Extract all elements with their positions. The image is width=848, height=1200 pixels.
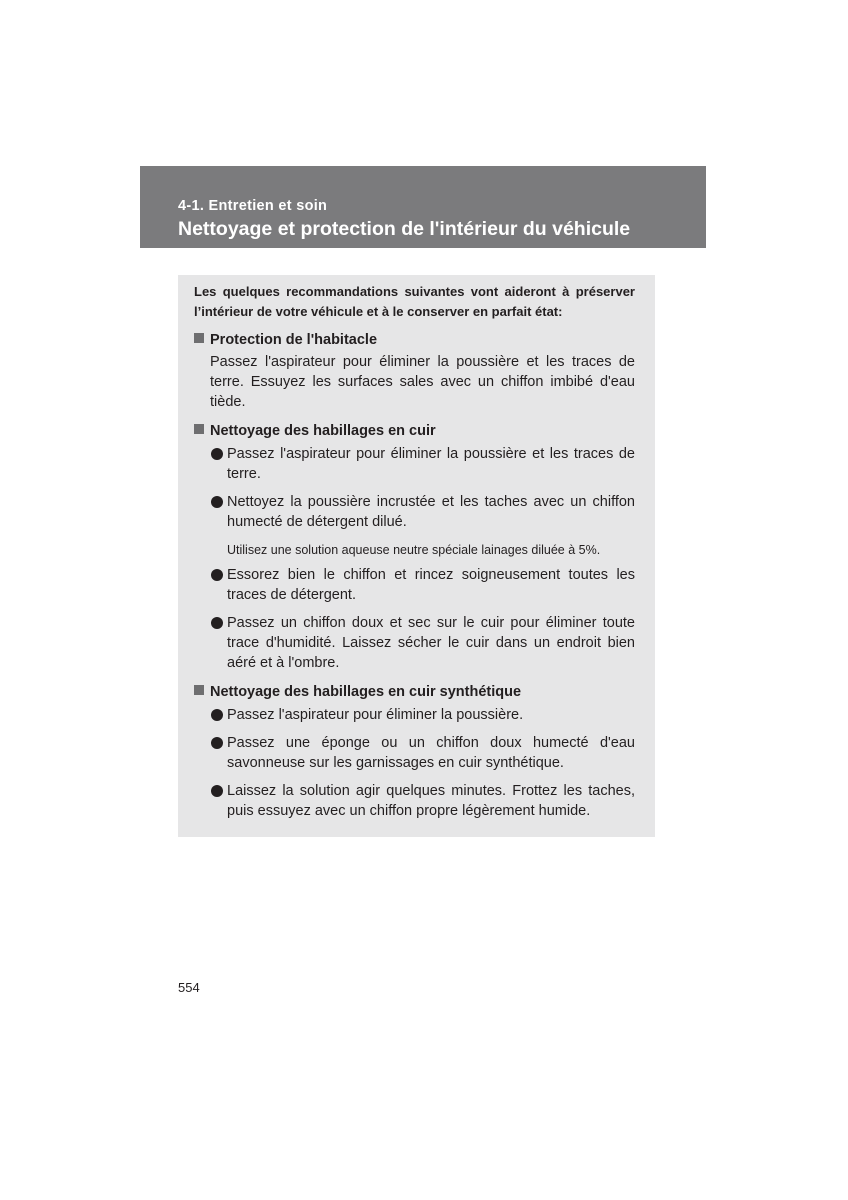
bullet-dot-icon — [211, 448, 223, 460]
list-item — [210, 613, 635, 673]
list-item — [210, 492, 635, 532]
bullet-dot-icon — [211, 737, 223, 749]
intro-text: Les quelques recommandations suivantes vont aideront à préserver l’intérieur de votre véhicule et à le conserver en parfait état: — [194, 284, 635, 319]
list-item-text: Laissez la solution agir quelques minutes. Frottez les taches, puis essuyez avec un chiffon propre légèrement humide. — [227, 783, 635, 819]
section-heading-label: Nettoyage des habillages en cuir synthétique — [210, 684, 522, 700]
list-item — [210, 565, 635, 605]
section-heading-label: Nettoyage des habillages en cuir — [210, 423, 436, 439]
list-item — [210, 733, 635, 773]
chapter-header — [140, 166, 706, 248]
list-item-text: Passez une éponge ou un chiffon doux humecté d'eau savonneuse sur les garnissages en cuir synthétique. — [227, 735, 635, 771]
section-paragraph: Passez l'aspirateur pour éliminer la poussière et les traces de terre. Essuyez les surfaces sales avec un chiffon imbibé d'eau tiède. — [210, 354, 635, 410]
note-text: Utilisez une solution aqueuse neutre spéciale lainages diluée à 5%. — [227, 543, 601, 557]
list-item-text: Essorez bien le chiffon et rincez soigneusement toutes les traces de détergent. — [227, 567, 635, 603]
bullet-dot-icon — [211, 617, 223, 629]
list-item-text: Passez un chiffon doux et sec sur le cuir pour éliminer toute trace d'humidité. Laissez sécher le cuir dans un endroit bien aéré et à l'ombre. — [227, 615, 635, 671]
section-heading-label: Protection de l'habitacle — [210, 332, 378, 348]
list-item-text: Nettoyez la poussière incrustée et les taches avec un chiffon humecté de détergent dilué. — [227, 494, 635, 530]
list-item — [210, 705, 635, 725]
list-item-text: Passez l'aspirateur pour éliminer la poussière. — [227, 707, 524, 723]
bullet-dot-icon — [211, 785, 223, 797]
section-heading — [194, 421, 635, 441]
section-heading — [194, 330, 635, 350]
list-item — [210, 444, 635, 484]
page-number: 554 — [178, 980, 200, 995]
bullet-dot-icon — [211, 496, 223, 508]
bullet-dot-icon — [211, 709, 223, 721]
list-item — [210, 781, 635, 821]
square-bullet-icon — [194, 685, 204, 695]
page-title: Nettoyage et protection de l'intérieur du véhicule — [178, 218, 631, 240]
square-bullet-icon — [194, 333, 204, 343]
section-label: 4-1. Entretien et soin — [178, 198, 328, 214]
section-heading — [194, 682, 635, 702]
list-item-text: Passez l'aspirateur pour éliminer la poussière et les traces de terre. — [227, 446, 635, 482]
square-bullet-icon — [194, 424, 204, 434]
bullet-dot-icon — [211, 569, 223, 581]
